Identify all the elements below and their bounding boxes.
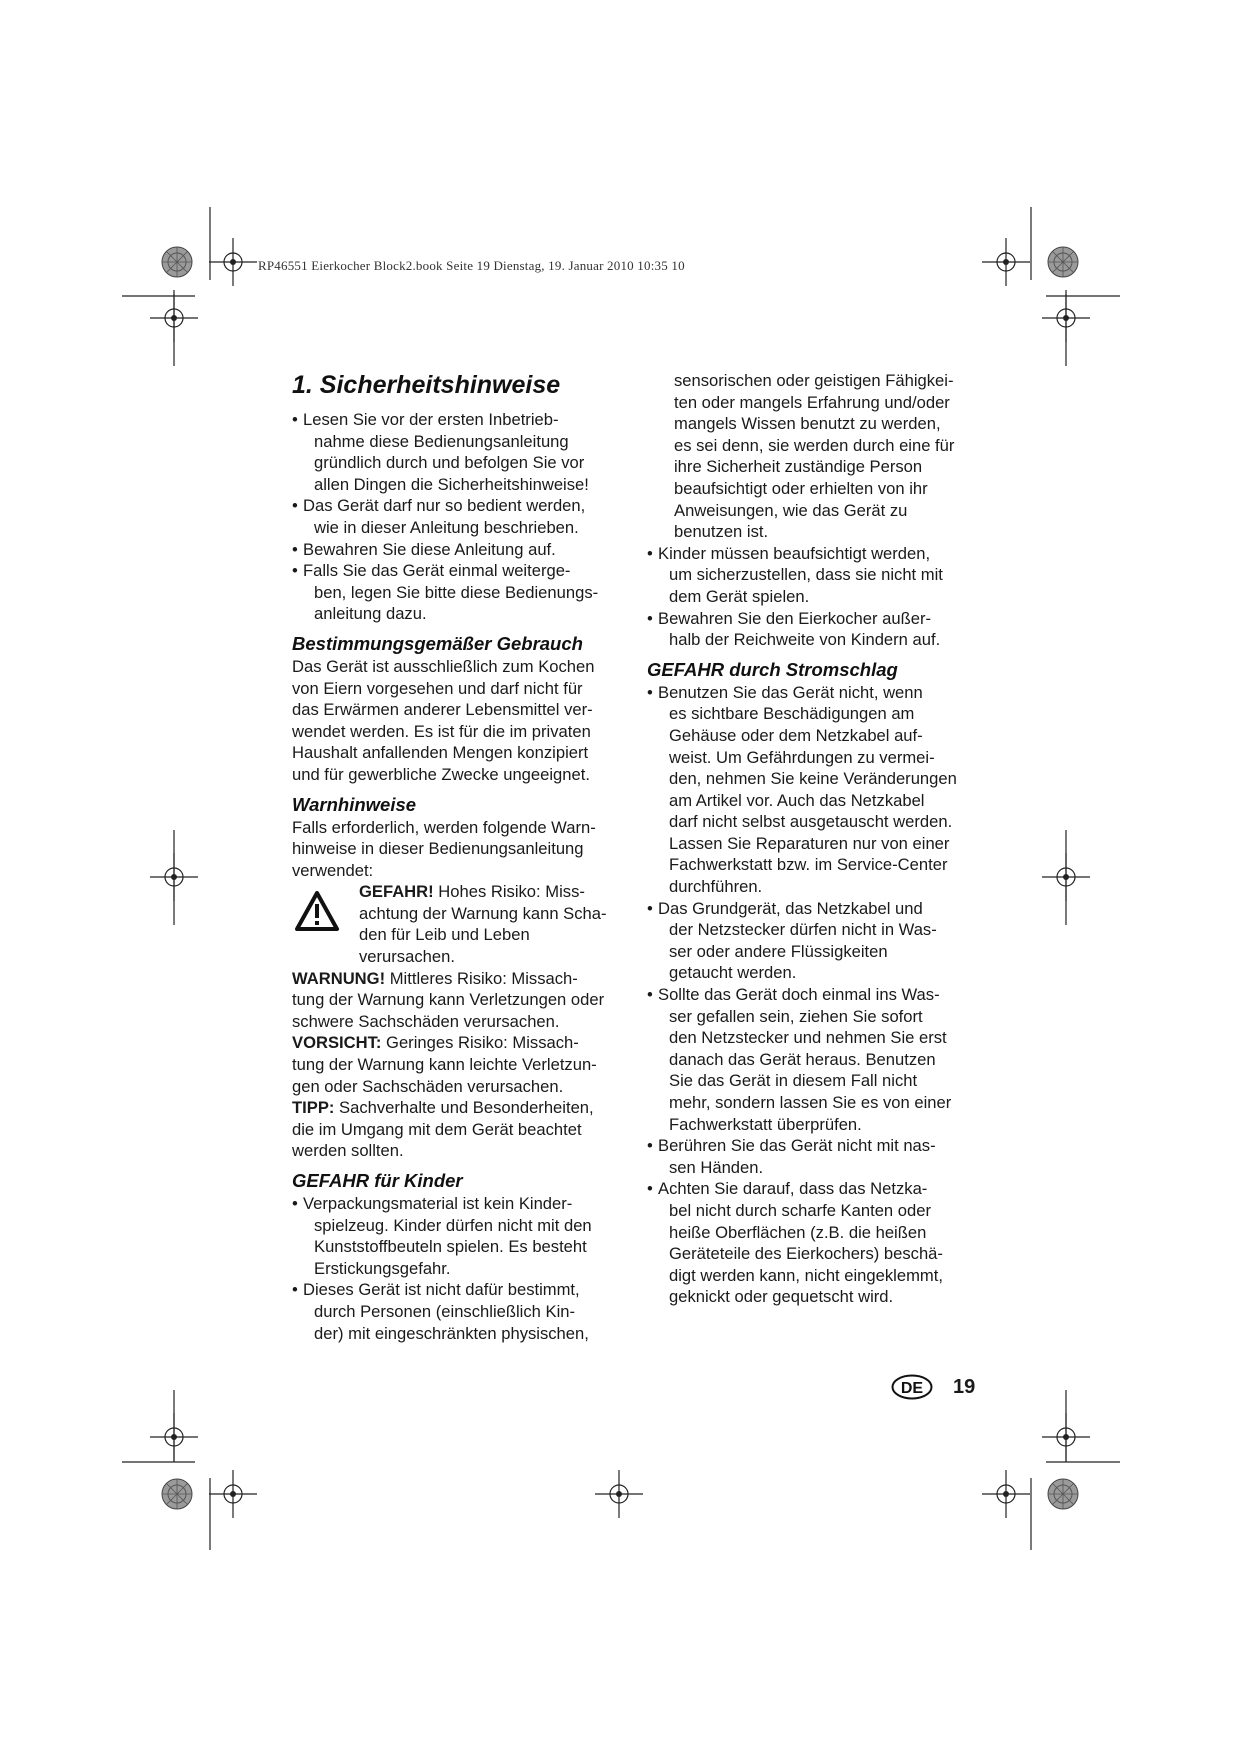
left-column (292, 370, 627, 1344)
gefahr-block (292, 881, 627, 967)
list-item-line: • Das Grundgerät, das Netzkabel und (658, 898, 923, 918)
list-item-line: Lassen Sie Reparaturen nur von einer (669, 833, 950, 853)
warning-triangle-icon (295, 891, 339, 931)
text-line: Falls erforderlich, werden folgende Warn- (292, 817, 596, 837)
text-line: beaufsichtigt oder erhielten von ihr (674, 478, 928, 498)
language-badge (891, 1374, 933, 1400)
text-line: ten oder mangels Erfahrung und/oder (674, 392, 950, 412)
heading-gefahr-stromschlag: GEFAHR durch Stromschlag (647, 658, 898, 680)
text-line: WARNUNG! Mittleres Risiko: Missach- (292, 968, 578, 988)
list-item-line: wie in dieser Anleitung beschrieben. (314, 517, 579, 537)
text-line: tung der Warnung kann leichte Verletzun- (292, 1055, 597, 1075)
text-line: achtung der Warnung kann Scha- (359, 903, 607, 923)
list-item-line: ser gefallen sein, ziehen Sie sofort (669, 1006, 923, 1026)
warning-label: TIPP: (292, 1098, 335, 1118)
list-item-line: dem Gerät spielen. (669, 586, 810, 606)
text-line: verursachen. (359, 947, 455, 967)
list-item-line: nahme diese Bedienungsanleitung (314, 431, 569, 451)
list-item-line: • Bewahren Sie diese Anleitung auf. (303, 539, 556, 559)
gefahr-text (359, 881, 627, 967)
kinder-bullet-list (292, 1193, 627, 1344)
list-item-line: • Falls Sie das Gerät einmal weiterge- (303, 561, 571, 581)
list-item-line: den, nehmen Sie keine Veränderungen (669, 769, 957, 789)
warning-label: GEFAHR! (359, 882, 434, 902)
list-item-line: anleitung dazu. (314, 604, 427, 624)
warning-label: WARNUNG! (292, 968, 386, 988)
list-item-line: um sicherzustellen, dass sie nicht mit (669, 565, 943, 585)
list-item-line: heiße Oberflächen (z.B. die heißen (669, 1222, 927, 1242)
list-item-line: ben, legen Sie bitte diese Bedienungs- (314, 582, 599, 602)
list-item (292, 1193, 627, 1279)
text-line: sensorischen oder geistigen Fähigkei- (674, 371, 954, 390)
list-item (647, 1178, 982, 1308)
heading-gefahr-kinder: GEFAHR für Kinder (292, 1170, 463, 1191)
text-line: tung der Warnung kann Verletzungen oder (292, 990, 605, 1010)
list-item-line: • Berühren Sie das Gerät nicht mit nas- (658, 1136, 936, 1156)
text-line: Anweisungen, wie das Gerät zu (674, 500, 908, 520)
list-item-line: • Lesen Sie vor der ersten Inbetrieb- (303, 410, 559, 429)
text-line: es sei denn, sie werden durch eine für (674, 435, 955, 455)
list-item-line: Fachwerkstatt überprüfen. (669, 1114, 862, 1134)
tipp-text (292, 1097, 627, 1162)
list-item-line: getaucht werden. (669, 963, 797, 983)
list-item (647, 543, 982, 608)
text-line: den für Leib und Leben (359, 925, 530, 945)
text-line: Das Gerät ist ausschließlich zum Kochen (292, 656, 595, 676)
list-item-line: digt werden kann, nicht eingeklemmt, (669, 1265, 943, 1285)
list-item (292, 495, 627, 538)
text-line: hinweise in dieser Bedienungsanleitung (292, 839, 584, 859)
list-item-line: • Verpackungsmaterial ist kein Kinder- (303, 1194, 573, 1213)
text-line: und für gewerbliche Zwecke ungeeignet. (292, 764, 590, 784)
text-line: gen oder Sachschäden verursachen. (292, 1076, 564, 1096)
text-line: TIPP: Sachverhalte und Besonderheiten, (292, 1098, 594, 1118)
text-line: wendet werden. Es ist für die im privaten (292, 721, 591, 741)
list-item-line: den Netzstecker und nehmen Sie erst (669, 1028, 947, 1048)
list-item-line: halb der Reichweite von Kindern auf. (669, 630, 941, 650)
heading-gebrauch: Bestimmungsgemäßer Gebrauch (292, 632, 583, 654)
warning-label: VORSICHT: (292, 1033, 382, 1053)
text-line: GEFAHR! Hohes Risiko: Miss- (359, 882, 585, 902)
text-line: von Eiern vorgesehen und darf nicht für (292, 678, 583, 698)
print-header: RP46551 Eierkocher Block2.book Seite 19 Dienstag, 19. Januar 2010 10:35 10 (258, 258, 685, 273)
text-line: VORSICHT: Geringes Risiko: Missach- (292, 1033, 579, 1053)
warnung-text (292, 968, 627, 1033)
continuation-paragraph (647, 370, 982, 543)
list-item-line: darf nicht selbst ausgetauscht werden. (669, 812, 953, 832)
list-item (292, 560, 627, 625)
text-line: benutzen ist. (674, 522, 769, 542)
text-line: mangels Wissen benutzt zu werden, (674, 414, 941, 434)
list-item-line: durchführen. (669, 877, 763, 897)
list-item-line: • Bewahren Sie den Eierkocher außer- (658, 608, 932, 628)
right-column (647, 370, 982, 1308)
list-item-line: • Dieses Gerät ist nicht dafür bestimmt, (303, 1280, 580, 1300)
list-item-line: danach das Gerät heraus. Benutzen (669, 1049, 936, 1069)
list-item-line: der Netzstecker dürfen nicht in Was- (669, 920, 937, 940)
list-item-line: durch Personen (einschließlich Kin- (314, 1301, 576, 1321)
text-line: schwere Sachschäden verursachen. (292, 1011, 560, 1031)
kinder-bullet-list-continued (647, 543, 982, 651)
list-item-line: Gehäuse oder dem Netzkabel auf- (669, 725, 923, 745)
list-item-line: mehr, sondern lassen Sie es von einer (669, 1093, 952, 1112)
list-item-line: bel nicht durch scharfe Kanten oder (669, 1200, 931, 1220)
list-item-line: Sie das Gerät in diesem Fall nicht (669, 1071, 918, 1091)
intro-bullet-list (292, 409, 627, 625)
list-item-line: es sichtbare Beschädigungen am (669, 704, 915, 724)
list-item (292, 409, 627, 495)
list-item (292, 1279, 627, 1344)
text-line: ihre Sicherheit zuständige Person (674, 457, 923, 477)
heading-warnhinweise: Warnhinweise (292, 793, 417, 815)
list-item-line: • Benutzen Sie das Gerät nicht, wenn (658, 682, 923, 702)
list-item-line: der) mit eingeschränkten physischen, (314, 1323, 589, 1343)
text-line: werden sollten. (292, 1141, 404, 1161)
list-item-line: spielzeug. Kinder dürfen nicht mit den (314, 1215, 592, 1235)
page-title: 1. Sicherheitshinweise (292, 371, 561, 399)
list-item (647, 608, 982, 651)
strom-bullet-list (647, 682, 982, 1308)
list-item-line: • Kinder müssen beaufsichtigt werden, (658, 543, 931, 563)
list-item-line: • Achten Sie darauf, dass das Netzka- (658, 1179, 928, 1199)
list-item (647, 984, 982, 1135)
text-line: verwendet: (292, 860, 374, 880)
list-item-line: sen Händen. (669, 1157, 764, 1177)
list-item-line: • Sollte das Gerät doch einmal ins Was- (658, 985, 940, 1005)
text-line: Haushalt anfallenden Mengen konzipiert (292, 743, 589, 763)
list-item-line: Geräteteile des Eierkochers) beschä- (669, 1244, 943, 1264)
text-line: das Erwärmen anderer Lebensmittel ver- (292, 700, 593, 720)
list-item-line: ser oder andere Flüssigkeiten (669, 941, 888, 961)
list-item-line: • Das Gerät darf nur so bedient werden, (303, 496, 586, 516)
list-item (292, 539, 627, 561)
text-line: die im Umgang mit dem Gerät beachtet (292, 1119, 582, 1139)
gebrauch-paragraph (292, 656, 627, 786)
list-item-line: gründlich durch und befolgen Sie vor (314, 453, 585, 473)
list-item-line: allen Dingen die Sicherheitshinweise! (314, 474, 589, 494)
list-item-line: Fachwerkstatt bzw. im Service-Center (669, 855, 948, 875)
warn-intro-paragraph (292, 817, 627, 882)
list-item-line: Kunststoffbeuteln spielen. Es besteht (314, 1237, 587, 1257)
list-item (647, 898, 982, 984)
list-item-line: geknickt oder gequetscht wird. (669, 1287, 894, 1307)
list-item-line: weist. Um Gefährdungen zu vermei- (669, 747, 935, 767)
language-code: DE (900, 1380, 924, 1397)
vorsicht-text (292, 1032, 627, 1097)
list-item (647, 682, 982, 898)
list-item (647, 1135, 982, 1178)
list-item-line: am Artikel vor. Auch das Netzkabel (669, 790, 925, 810)
page-number: 19 (953, 1376, 976, 1398)
list-item-line: Erstickungsgefahr. (314, 1258, 451, 1278)
